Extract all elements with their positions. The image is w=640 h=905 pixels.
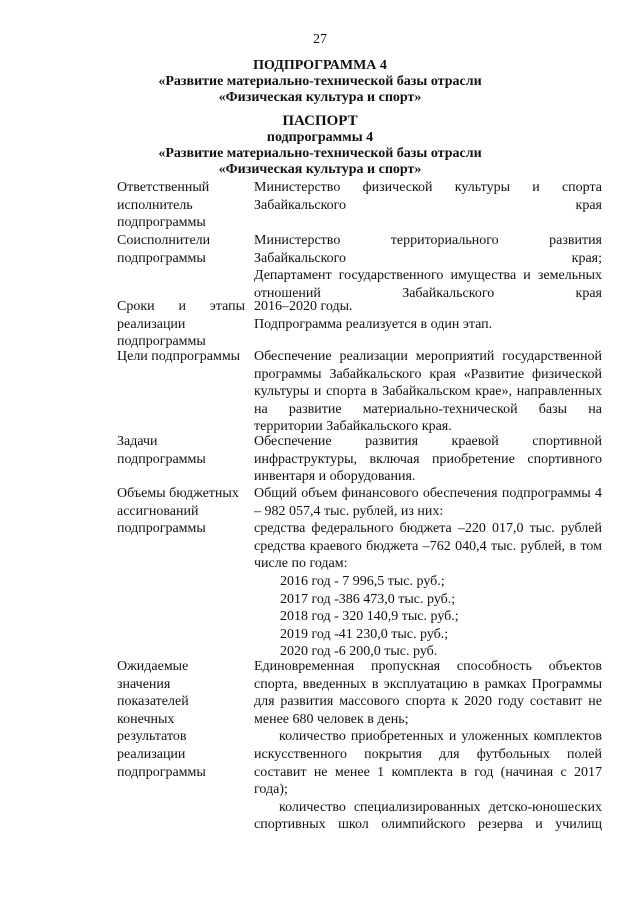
value-paragraph: количество приобретенных и уложенных комплектов искусственного покрытия для футбольных полей составит не менее 1 комплекта в год (начиная с 2017 года); [254, 729, 602, 798]
value-paragraph: средства краевого бюджета –762 040,4 тыс. рублей, в том числе по годам: [254, 538, 602, 572]
row-label-responsible: Ответственный исполнитель подпрограммы [117, 180, 210, 231]
subprogram-name-line2: «Физическая культура и спорт» [218, 90, 422, 105]
row-label-goals: Цели подпрограммы [117, 349, 241, 364]
row-value-expected-results [254, 658, 602, 834]
value-paragraph: Министерство территориального развития Забайкальского края; [254, 233, 602, 266]
passport-subtitle: подпрограммы 4 [266, 130, 374, 145]
row-label-timeline: Сроки и этапы реализации подпрограммы [117, 299, 245, 350]
value-paragraph: Департамент государственного имущества и земельных отношений Забайкальского края [254, 268, 602, 301]
value-paragraph: Обеспечение реализации мероприятий государственной программы Забайкальского края «Развитие физической культуры и спорта в Забайкальском крае», направленных на развитие материально-технической базы на территории Забайкальского края. [254, 349, 602, 435]
passport-title: ПАСПОРТ [282, 113, 358, 129]
subprogram-name-line1: «Развитие материально-технической базы отрасли [158, 74, 482, 89]
budget-year-item: 2020 год -6 200,0 тыс. руб. [280, 644, 438, 660]
row-value-timeline [254, 298, 602, 333]
row-label-coexecutors: Соисполнители подпрограммы [117, 233, 211, 266]
row-value-budget [254, 485, 602, 661]
subprogram-heading [0, 58, 640, 106]
row-label-expected-results: Ожидаемые значения показателей конечных результатов реализации подпрограммы [117, 659, 206, 780]
row-label-tasks: Задачи подпрограммы [117, 434, 206, 467]
row-value-tasks [254, 433, 602, 486]
passport-name-line2: «Физическая культура и спорт» [218, 162, 422, 177]
value-paragraph: 2016–2020 годы. [254, 299, 353, 314]
row-value-goals [254, 348, 602, 436]
row-label-budget: Объемы бюджетных ассигнований подпрограммы [117, 486, 239, 537]
budget-year-item: 2019 год -41 230,0 тыс. руб.; [280, 626, 449, 642]
value-paragraph: Единовременная пропускная способность объектов спорта, введенных в эксплуатацию в рамках Программы для развития массового спорта к 2020 году составит не менее 680 человек в день; [254, 659, 602, 727]
page-number: 27 [313, 32, 327, 47]
budget-year-item: 2017 год -386 473,0 тыс. руб.; [280, 591, 456, 607]
budget-year-item: 2018 год - 320 140,9 тыс. руб.; [280, 609, 459, 625]
value-paragraph: Министерство физической культуры и спорта Забайкальского края [254, 180, 602, 213]
value-paragraph: Подпрограмма реализуется в один этап. [254, 316, 493, 332]
budget-year-item: 2016 год - 7 996,5 тыс. руб.; [280, 573, 445, 589]
value-paragraph: средства федерального бюджета –220 017,0 тыс. рублей [254, 521, 602, 537]
passport-heading [0, 112, 640, 178]
value-paragraph: Общий объем финансового обеспечения подпрограммы 4 – 982 057,4 тыс. рублей, из них: [254, 486, 602, 519]
value-paragraph: Обеспечение развития краевой спортивной инфраструктуры, включая приобретение спортивного инвентаря и оборудования. [254, 434, 602, 485]
row-value-coexecutors [254, 232, 602, 302]
subprogram-title: ПОДПРОГРАММА 4 [253, 58, 387, 73]
budget-by-year-list [254, 573, 602, 661]
passport-name-line1: «Развитие материально-технической базы отрасли [158, 146, 482, 161]
value-paragraph: количество специализированных детско-юношеских спортивных школ олимпийского резерва и училищ [254, 799, 602, 833]
row-value-responsible [254, 179, 602, 214]
